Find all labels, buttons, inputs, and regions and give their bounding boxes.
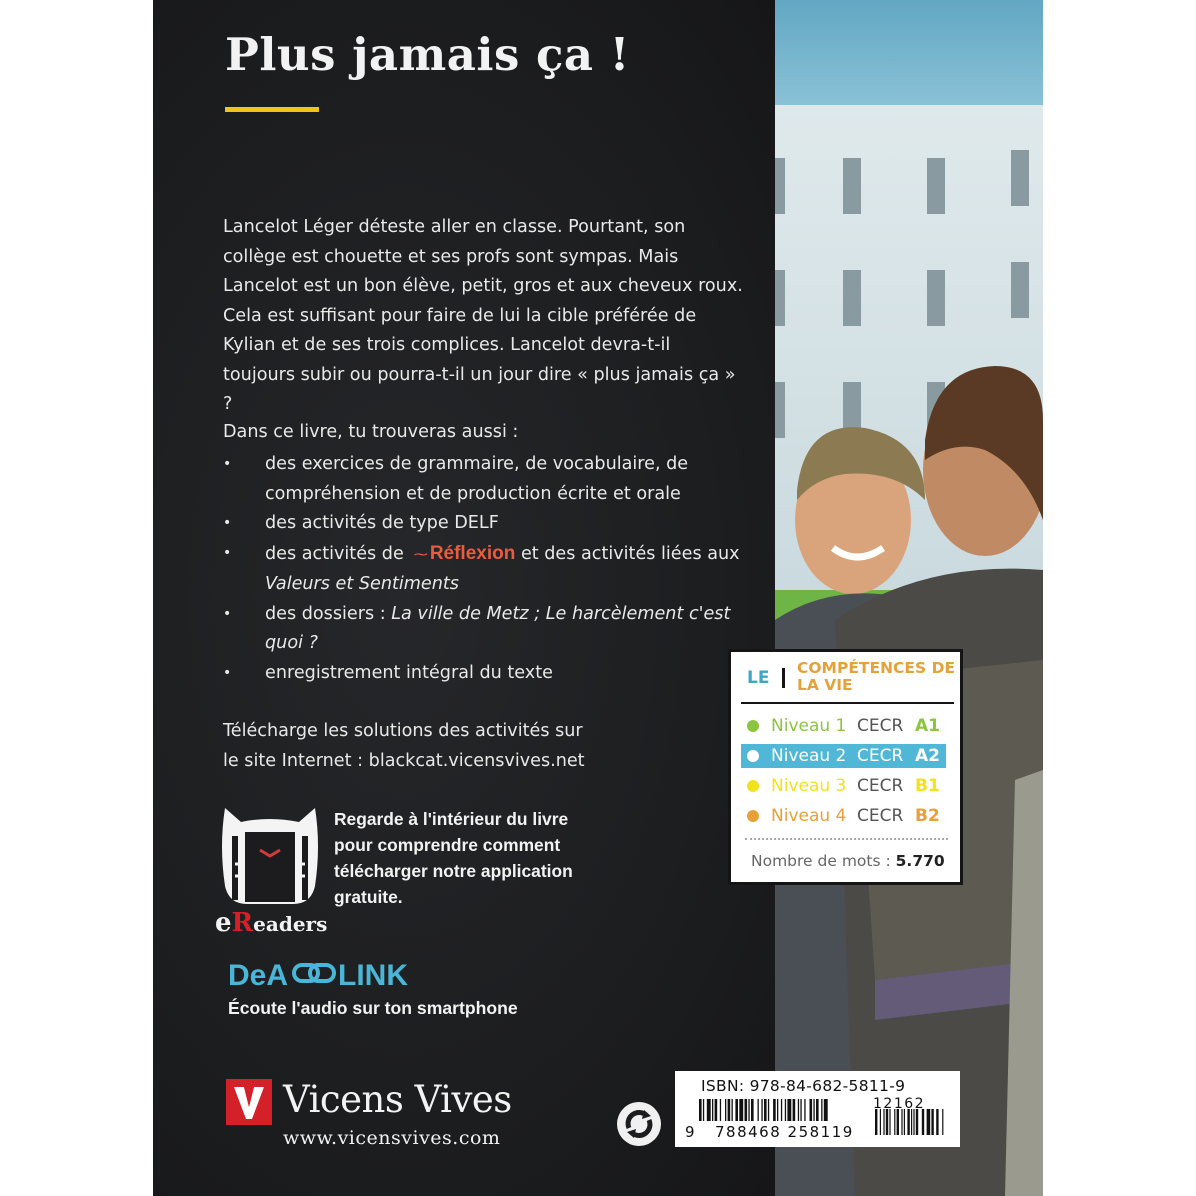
list-item (223, 450, 753, 509)
level-row (741, 714, 946, 738)
title-underline (225, 107, 319, 112)
reflexion-brand: Réflexion (429, 542, 516, 564)
series-divider (782, 668, 785, 688)
bullet: • (223, 456, 232, 472)
series-heading: COMPÉTENCES DE LA VIE (797, 659, 956, 694)
list-item (223, 509, 753, 539)
list-item (223, 600, 753, 659)
level-cecr: CECR (857, 716, 904, 736)
ereaders-text: Regarde à l'intérieur du livre pour comprendre comment télécharger notre application gratuite. (334, 809, 573, 907)
cover-illustration (775, 0, 1043, 1196)
bullet: • (223, 605, 232, 622)
series-label: LE (747, 668, 770, 688)
chain-link-icon (294, 965, 334, 981)
feature-exercises: des exercices de grammaire, de vocabulaire, de compréhension et de production écrite et orale (265, 454, 689, 504)
level-name: Niveau 3 (771, 776, 847, 796)
bullet: • (223, 515, 232, 531)
level-dot (747, 810, 759, 822)
barcode-addon-digits: 12162 (873, 1096, 926, 1112)
features-intro: Dans ce livre, tu trouveras aussi : (223, 422, 519, 442)
level-cecr: CECR (857, 776, 904, 796)
level-name: Niveau 4 (771, 806, 847, 826)
list-item (223, 659, 753, 689)
isbn-barcode (675, 1071, 960, 1147)
word-count: Nombre de mots : 5.770 (751, 852, 945, 870)
level-code: A1 (915, 716, 940, 736)
vicens-vives-logo-icon (226, 1079, 272, 1125)
level-card (728, 649, 963, 885)
level-dot (747, 720, 759, 732)
level-name: Niveau 1 (771, 716, 847, 736)
ereaders-logo: eReaders (215, 908, 328, 938)
svg-text:DeA: DeA (228, 959, 289, 992)
level-row (741, 774, 946, 798)
level-row (741, 804, 946, 828)
barcode-lead-digit: 9 (685, 1123, 695, 1141)
level-row (741, 744, 946, 768)
level-code: B2 (915, 806, 940, 826)
level-dot (747, 780, 759, 792)
level-code: A2 (915, 746, 940, 766)
level-code: B1 (915, 776, 940, 796)
reflexion-spark-icon: ⁓ (409, 546, 428, 563)
feature-reflexion-pre: des activités de (265, 543, 404, 564)
card-divider (741, 702, 954, 704)
feature-delf: des activités de type DELF (265, 513, 499, 533)
level-name: Niveau 2 (771, 746, 847, 766)
bullet: • (223, 664, 232, 681)
download-note: Télécharge les solutions des activités sur le site Internet : blackcat.vicensvives.net (223, 721, 585, 771)
book-title: Plus jamais ça ! (225, 28, 630, 81)
features-list (223, 450, 753, 688)
publisher-url: www.vicensvives.com (283, 1127, 501, 1149)
feature-values: Valeurs et Sentiments (265, 574, 459, 594)
level-dot (747, 750, 759, 762)
dea-text: Écoute l'audio sur ton smartphone (228, 998, 518, 1018)
feature-reflexion-mid: et des activités liées aux (520, 543, 740, 564)
feature-audio: enregistrement intégral du texte (265, 662, 553, 683)
barcode-digits: 788468 258119 (715, 1123, 854, 1141)
publisher-name: Vicens Vives (283, 1078, 512, 1121)
dea-link-logo (228, 956, 428, 992)
bullet: • (223, 544, 232, 561)
svg-text:LINK: LINK (338, 959, 408, 992)
feature-dossiers: La ville de Metz ; Le harcèlement c'est quoi ? (265, 603, 731, 653)
list-item (223, 539, 753, 600)
level-cecr: CECR (857, 806, 904, 826)
dotted-divider (745, 838, 948, 840)
feature-dossiers-pre: des dossiers : (265, 603, 386, 624)
isbn-text: ISBN: 978-84-682-5811-9 (701, 1077, 906, 1095)
text-panel (153, 0, 775, 1196)
book-back-cover (153, 0, 1043, 1196)
synopsis: Lancelot Léger déteste aller en classe. Pourtant, son collège est chouette et ses profs sont sympas. Mais Lancelot est un bon élève, petit, gros et aux cheveux roux. Cela est suffisant pour faire de lui la cible préférée de Kylian et de ses trois complices. Lancelot devra-t-il toujours subir ou pourra-t-il un jour dire « plus jamais ça » ? (223, 217, 743, 414)
recycle-icon (615, 1100, 663, 1148)
level-cecr: CECR (857, 746, 904, 766)
